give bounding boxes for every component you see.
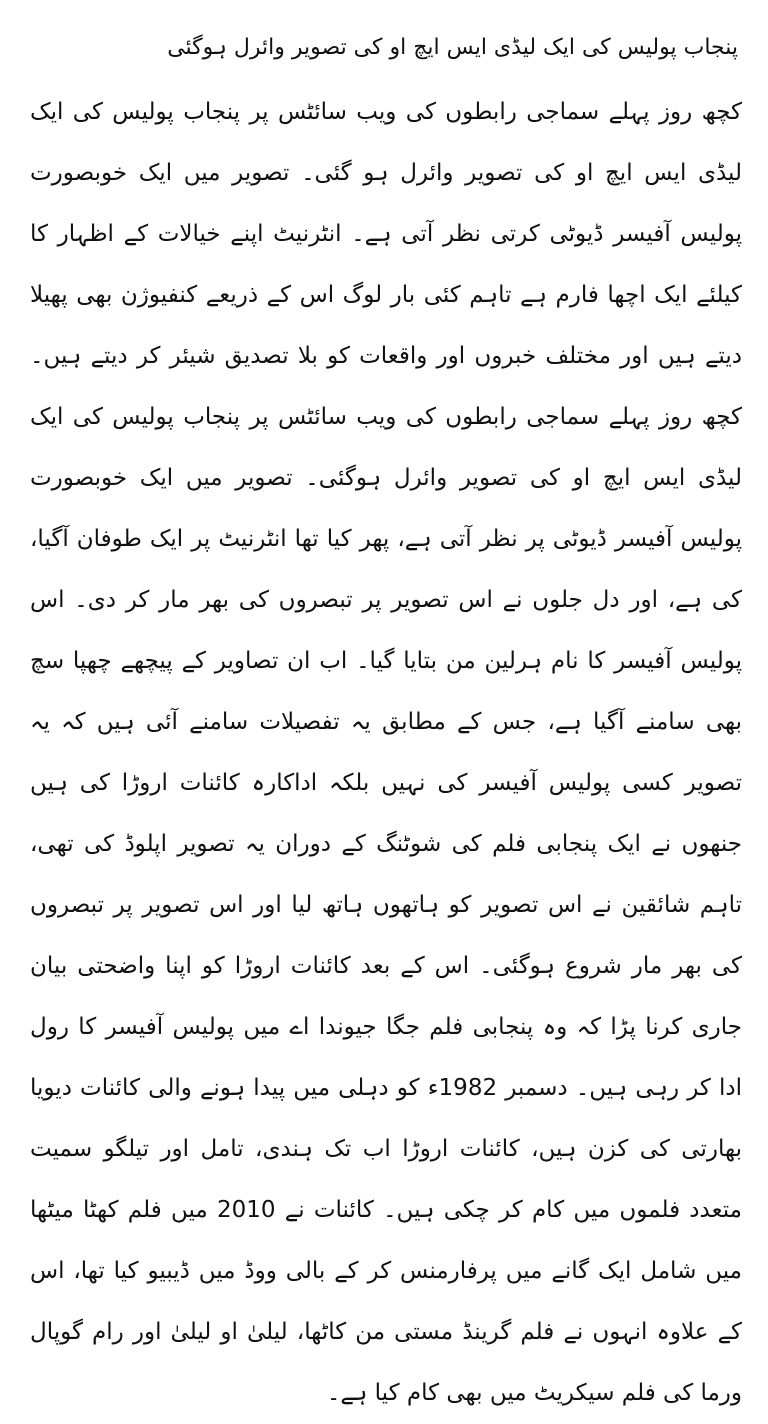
article-body: کچھ روز پہلے سماجی رابطوں کی ویب سائٹس پر پنجاب پولیس کی ایک لیڈی ایس ایچ او کی تصویر وائرل ہو گئی۔ تصویر میں ایک خوبصورت پولیس آفیسر ڈیوٹی کرتی نظر آتی ہے۔ انٹرنیٹ اپنے خیالات کے اظہار کا کیلئے ایک اچھا فارم ہے تاہم کئی بار لوگ اس کے ذریعے کنفیوژن بھی پھیلا دیتے ہیں اور مختلف خبروں اور واقعات کو بلا تصدیق شیئر کر دیتے ہیں۔ کچھ روز پہلے سماجی رابطوں کی ویب سائٹس پر پنجاب پولیس کی ایک لیڈی ایس ایچ او کی تصویر وائرل ہوگئی۔ تصویر میں ایک خوبصورت پولیس آفیسر ڈیوٹی پر نظر آتی ہے، پھر کیا تھا انٹرنیٹ پر ایک طوفان آگیا، کی ہے، اور دل جلوں نے اس تصویر پر تبصروں کی بھر مار کر دی۔ اس پولیس آفیسر کا نام ہرلین من بتایا گیا۔ اب ان تصاویر کے پیچھے چھپا سچ بھی سامنے آگیا ہے، جس کے مطابق یہ تفصیلات سامنے آئی ہیں کہ یہ تصویر کسی پولیس آفیسر کی نہیں بلکہ اداکارہ کائنات اروڑا کی ہیں جنھوں نے ایک پنجابی فلم کی شوٹنگ کے دوران یہ تصویر اپلوڈ کی تھی، تاہم شائقین نے اس تصویر کو ہاتھوں ہاتھ لیا اور اس تصویر پر تبصروں کی بھر مار شروع ہوگئی۔ اس کے بعد کائنات اروڑا کو اپنا واضحتی بیان جاری کرنا پڑا کہ وہ پنجابی فلم جگا جیوندا اے میں پولیس آفیسر کا رول ادا کر رہی ہیں۔ دسمبر 1982ء کو دہلی میں پیدا ہونے والی کائنات دیویا بھارتی کی کزن ہیں، کائنات اروڑا اب تک ہندی، تامل اور تیلگو سمیت متعدد فلموں میں کام کر چکی ہیں۔ کائنات نے 2010 میں فلم کھٹا میٹھا میں شامل ایک گانے میں پرفارمنس کر کے بالی ووڈ میں ڈیبیو کیا تھا، اس کے علاوہ انہوں نے فلم گرینڈ مستی من کاٹھا، لیلیٰ او لیلیٰ اور رام گوپال ورما کی فلم سیکریٹ میں بھی کام کیا ہے۔ (30, 99, 742, 1406)
article (30, 28, 742, 1424)
article-title: پنجاب پولیس کی ایک لیڈی ایس ایچ او کی تصویر وائرل ہوگئی (167, 35, 738, 60)
